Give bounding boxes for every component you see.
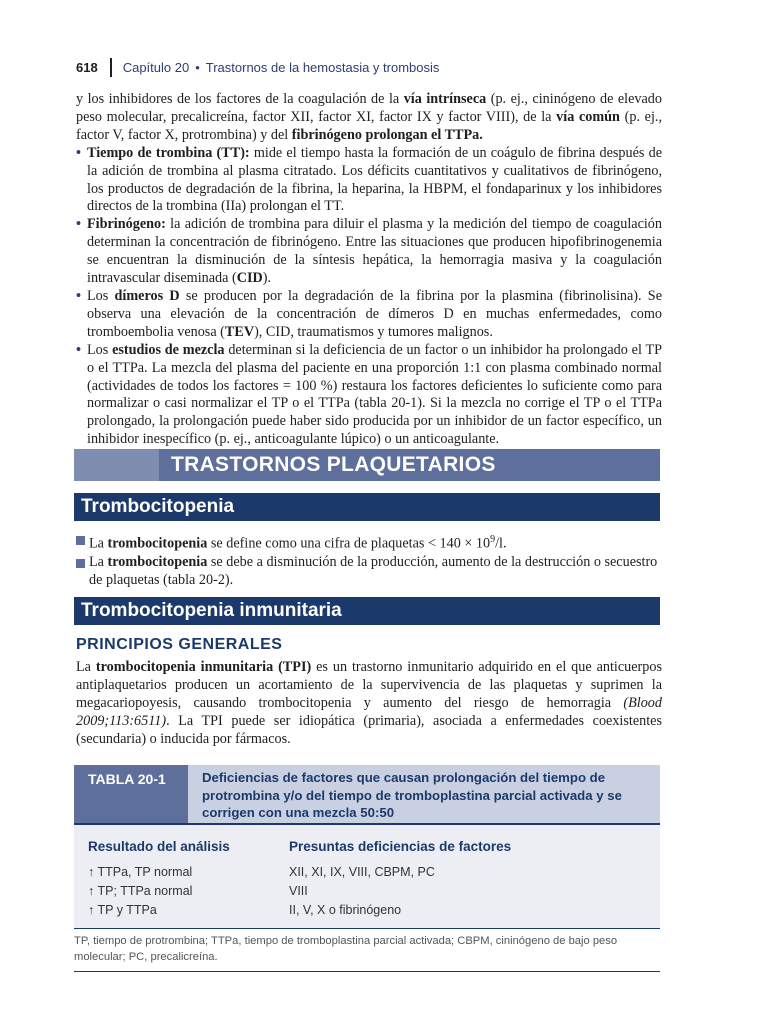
table-title: Deficiencias de factores que causan prolongación del tiempo de protrombina y/o del tiempo de tromboplastina parcial activada y se corrigen con una mezcla 50:50	[188, 765, 660, 823]
text-run: es un trastorno inmunitario adquirido en el que anticuerpos antiplaquetarios producen un acortamiento de la supervivencia de las plaquetas y suprimen la megacariopoyesis, causando trombocitopenia y aumento del riesgo de hemorragia	[76, 659, 662, 711]
text-run: y los inhibidores de los factores de la coagulación de la	[76, 91, 404, 107]
text-run: se producen por la degradación de la fibrina por la plasmina (fibrinolisina). Se observa una elevación de la concentración de dímeros D en muchas enfermedades, como tromboembolia venosa (	[87, 287, 662, 340]
text-run: la adición de trombina para diluir el plasma y la medición del tiempo de coagulación determinan la concentración de fibrinógeno. Entre las situaciones que producen hipofibrinogenemia se encuentran la disminución de la síntesis hepática, la hemorragia masiva y la coagulación intravascular diseminada (	[87, 216, 662, 287]
text-run: ), CID, traumatismos y tumores malignos.	[254, 323, 493, 340]
running-header	[76, 57, 439, 77]
text-run: determinan si la deficiencia de un factor o un inhibidor ha prolongado el TP o el TTPa. La mezcla del plasma del paciente en una proporción 1:1 con plasma combinado normal (actividades de todos los factores = 100 %) restaura los factores deficientes lo suficiente como para normalizar o casi normalizar el TP o el TTPa (tabla 20-1). Si la mezcla no corrige el TP o el TTPa prolongado, la prolongación puede haber sido producida por un inhibidor de un factor específico, un inhibidor inespecífico (p. ej., anticoagulante lúpico) o un anticoagulante.	[87, 341, 662, 448]
text-run: se define como una cifra de plaquetas < 140 × 10	[207, 535, 491, 552]
text-run: se debe a disminución de la producción, aumento de la destrucción o secuestro de plaquetas (tabla 20-2).	[89, 553, 658, 588]
bold-term: fibrinógeno prolongan el TTPa.	[291, 126, 483, 143]
text-run: La	[89, 553, 108, 570]
table-20-1	[74, 765, 660, 972]
table-body	[74, 825, 660, 928]
header-divider	[110, 58, 112, 77]
citation: (Blood 2009;113:6511)	[76, 694, 662, 729]
bold-term: dímeros D	[114, 287, 180, 304]
table-header	[74, 765, 660, 823]
bold-term: CID	[236, 270, 263, 287]
subsection-title-inmunitaria: Trombocitopenia inmunitaria	[74, 597, 660, 625]
column-header-result: Resultado del análisis	[88, 839, 230, 854]
list-item	[76, 531, 662, 554]
header-separator: •	[195, 59, 200, 75]
bold-term: Tiempo de trombina (TT):	[87, 144, 250, 161]
list-item	[76, 554, 662, 590]
text-run: . La TPI puede ser idiopática (primaria), asociada a enfermedades coexistentes (secundaria) o inducida por fármacos.	[76, 712, 662, 747]
principios-paragraph	[76, 659, 662, 749]
cell-result: ↑ TP y TTPa	[88, 903, 157, 917]
bullet-item-fibrinogeno	[76, 216, 662, 288]
cell-result: ↑ TP; TTPa normal	[88, 884, 193, 898]
cell-deficiency: II, V, X o fibrinógeno	[289, 903, 402, 917]
text-run: ).	[262, 270, 271, 287]
bold-term: estudios de mezcla	[112, 341, 225, 358]
cell-result: ↑ TTPa, TP normal	[88, 865, 193, 879]
subsection-title-trombocitopenia: Trombocitopenia	[74, 493, 660, 521]
text-run: /l.	[495, 535, 507, 552]
table-row	[88, 863, 660, 882]
bold-term: Fibrinógeno:	[87, 216, 166, 233]
bold-term: trombocitopenia	[107, 535, 208, 552]
text-run: La	[76, 659, 96, 675]
bold-term: trombocitopenia inmunitaria (TPI)	[95, 659, 312, 675]
bullet-item-dimeros	[76, 288, 662, 342]
principios-heading: PRINCIPIOS GENERALES	[76, 636, 283, 653]
section-banner	[74, 449, 660, 481]
trombocitopenia-list	[76, 531, 662, 589]
bold-term: vía común	[556, 108, 620, 125]
text-run: La	[89, 535, 108, 552]
text-run: Los	[87, 287, 115, 304]
intro-text	[76, 91, 662, 449]
table-footnote: TP, tiempo de protrombina; TTPa, tiempo de tromboplastina parcial activada; CBPM, cininógeno de bajo peso molecular; PC, precalicreína.	[74, 928, 660, 972]
table-column-headers	[88, 839, 660, 854]
bold-term: TEV	[224, 323, 255, 340]
bullet-item-mezcla	[76, 342, 662, 449]
chapter-title: Trastornos de la hemostasia y trombosis	[205, 59, 440, 75]
table-label: TABLA 20-1	[74, 765, 188, 823]
cell-deficiency: XII, XI, IX, VIII, CBPM, PC	[289, 865, 435, 879]
text-run: Los	[87, 341, 113, 358]
bold-term: trombocitopenia	[107, 553, 208, 570]
cell-deficiency: VIII	[289, 884, 308, 898]
section-title: TRASTORNOS PLAQUETARIOS	[159, 449, 660, 481]
table-row	[88, 882, 660, 901]
bold-term: vía intrínseca	[403, 91, 487, 107]
continuation-paragraph	[76, 91, 662, 145]
text-run: (p. ej., factor V, factor X, protrombina) y del	[76, 108, 663, 143]
text-run: (p. ej., cininógeno de elevado peso molecular, precalicreína, factor XII, factor XI, factor IX y factor VIII), de la	[76, 91, 662, 125]
chapter-label: Capítulo 20	[122, 59, 190, 75]
column-header-deficiency: Presuntas deficiencias de factores	[289, 839, 512, 854]
text-run: mide el tiempo hasta la formación de un coágulo de fibrina después de la adición de trombina al plasma citratado. Los déficits cuantitativos y cualitativos de fibrinógeno, los productos de degradación de la fibrina, la heparina, la HBPM, el fondaparinux y los inhibidores directos de la trombina (IIa) prolongan el TT.	[87, 144, 662, 215]
table-row	[88, 901, 660, 920]
bullet-item-tt	[76, 145, 662, 217]
page-number: 618	[76, 59, 98, 75]
superscript: 9	[490, 534, 496, 545]
